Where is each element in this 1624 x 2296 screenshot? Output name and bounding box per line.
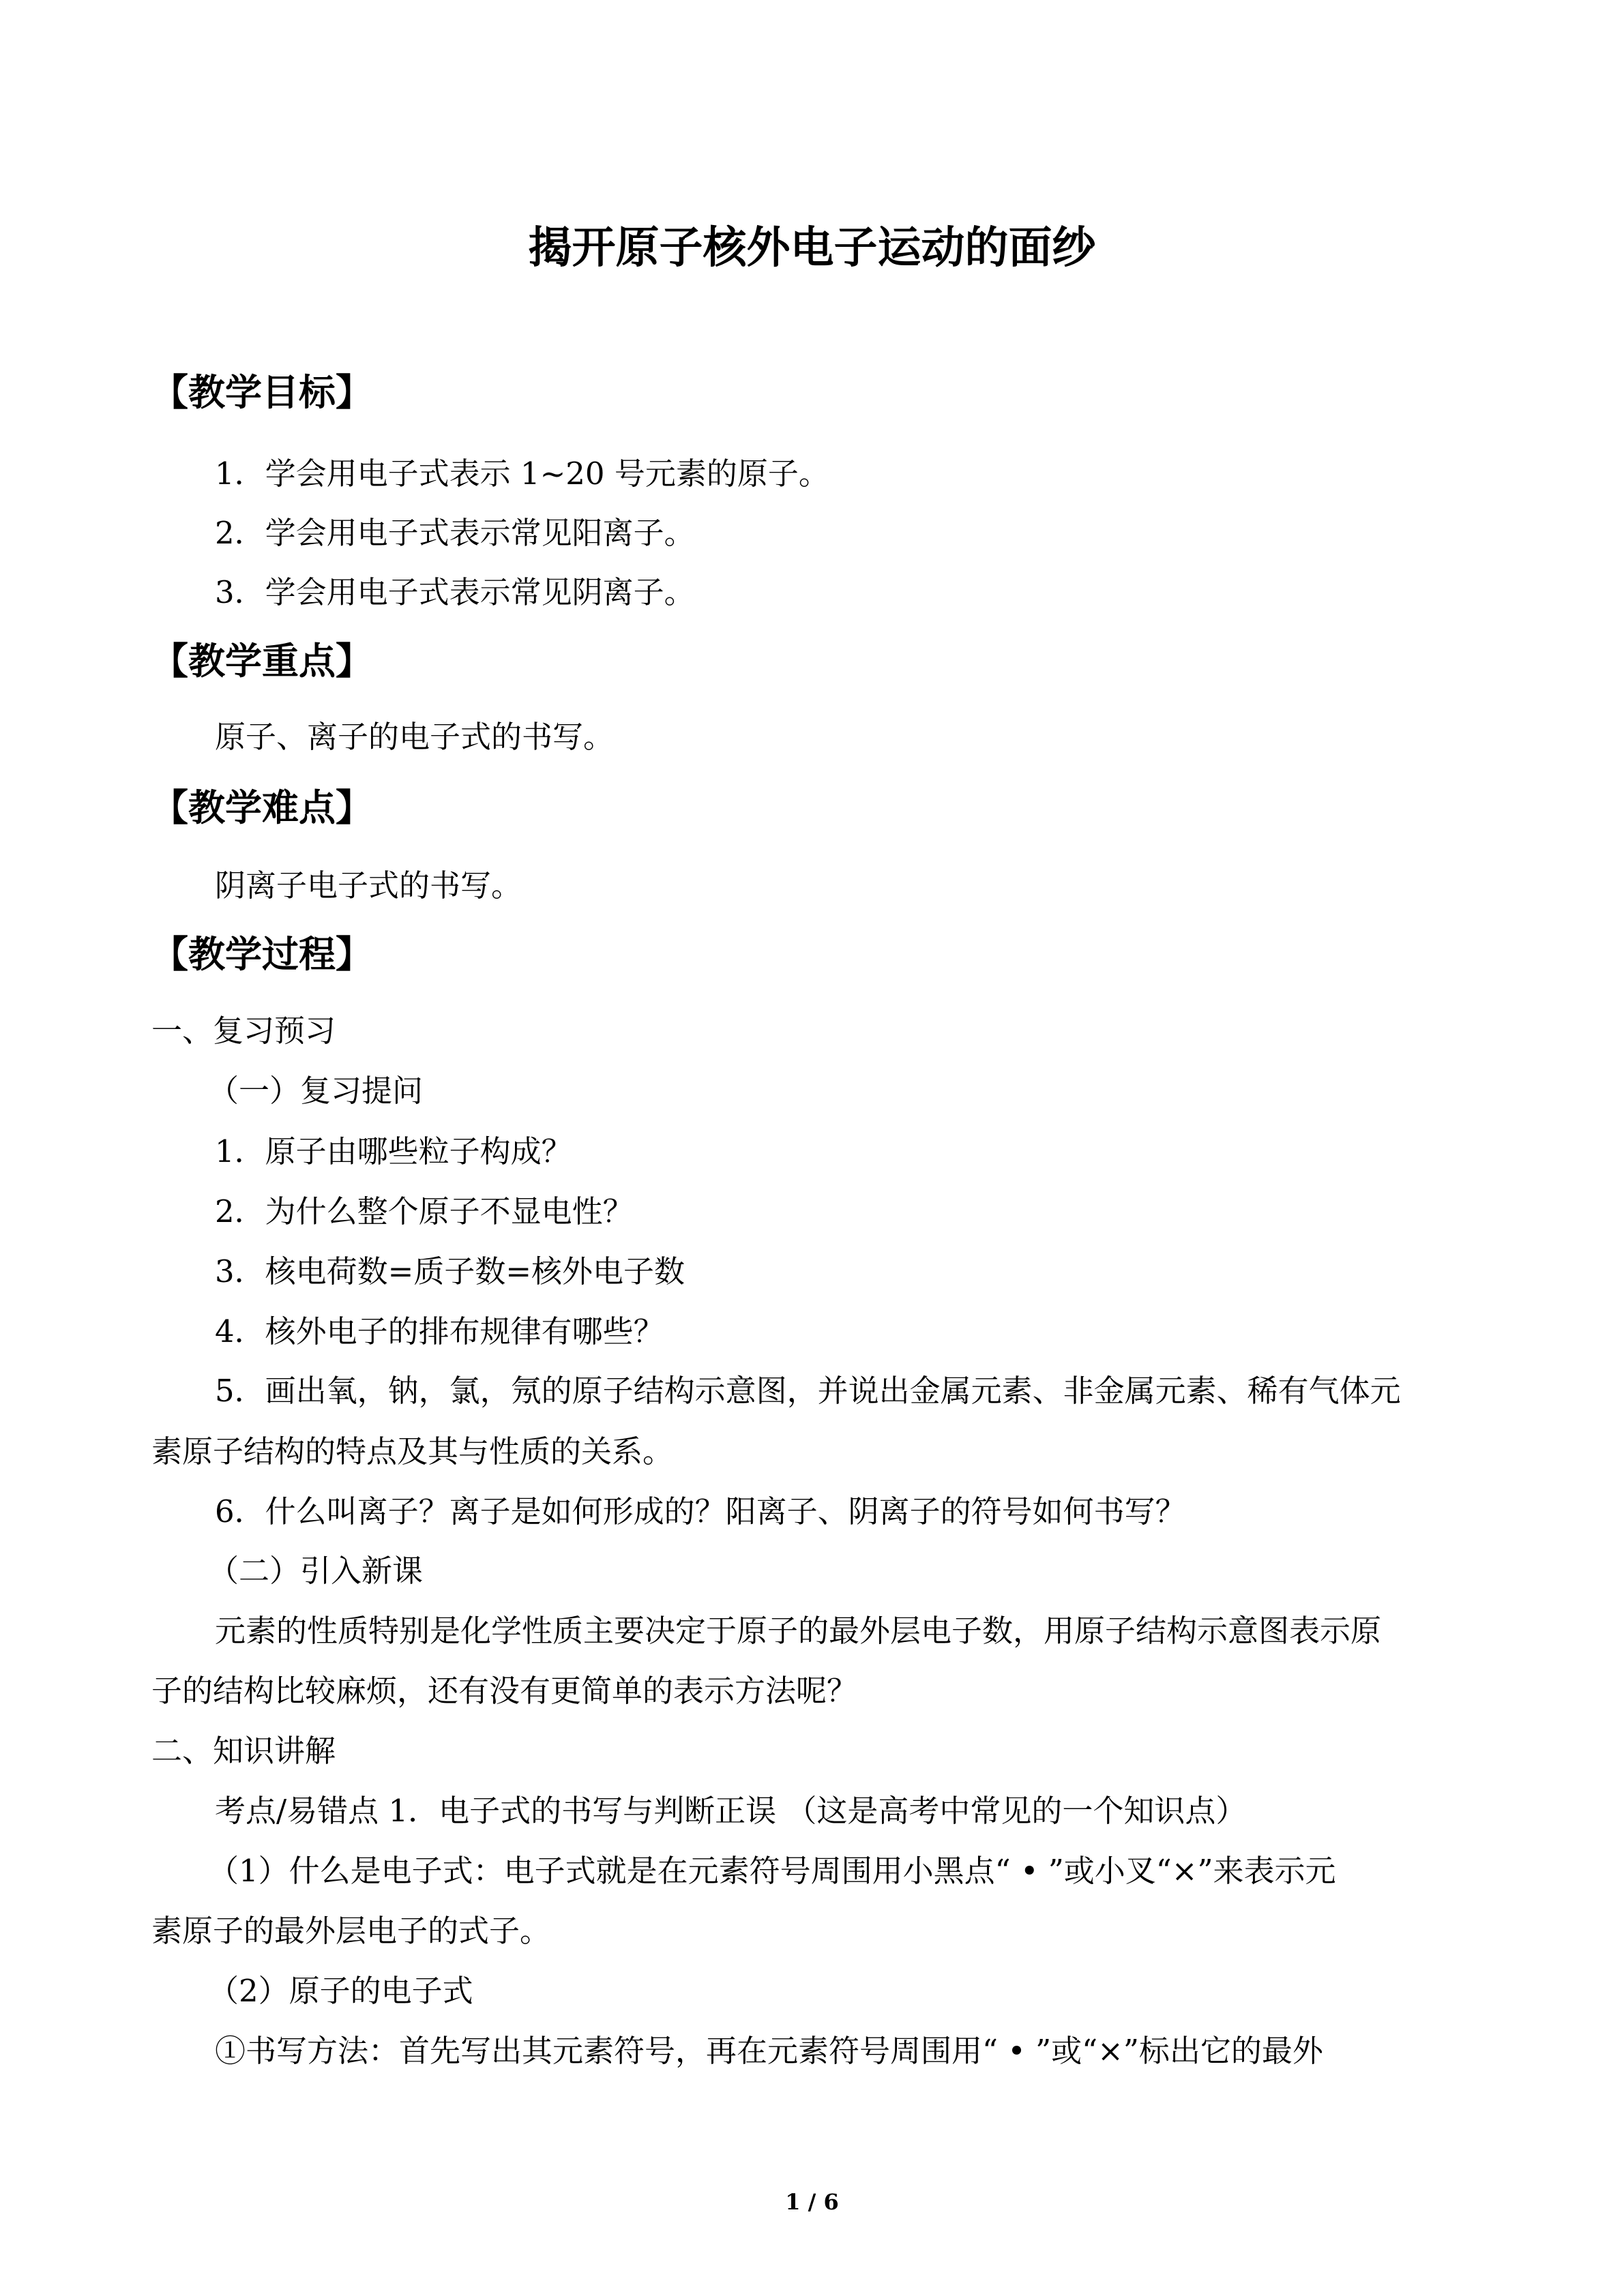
difficulties-text: 阴离子电子式的书写。 — [215, 867, 522, 904]
paragraph: ①书写方法：首先写出其元素符号，再在元素符号周围用“ • ”或“×”标出它的最外 — [215, 2033, 1323, 2069]
key-points-heading: 【教学重点】 — [151, 640, 372, 683]
paragraph-continued: 素原子的最外层电子的式子。 — [151, 1913, 551, 1949]
subsection-title: （二）引入新课 — [208, 1553, 424, 1589]
process-heading: 【教学过程】 — [151, 933, 372, 976]
section-title: 一、复习预习 — [151, 1013, 336, 1049]
objectives-heading: 【教学目标】 — [151, 371, 372, 414]
knowledge-point: 考点/易错点 1．电子式的书写与判断正误 （这是高考中常见的一个知识点） — [215, 1793, 1247, 1829]
question-item: 6．什么叫离子？离子是如何形成的？阳离子、阴离子的符号如何书写？ — [215, 1493, 1186, 1530]
page-number: 1 / 6 — [785, 2189, 839, 2215]
objective-item: 2．学会用电子式表示常见阳离子。 — [215, 515, 695, 551]
question-item: 5．画出氧，钠，氯，氖的原子结构示意图，并说出金属元素、非金属元素、稀有气体元 — [215, 1373, 1401, 1409]
question-item: 2．为什么整个原子不显电性？ — [215, 1193, 634, 1229]
question-item: 4．核外电子的排布规律有哪些？ — [215, 1313, 664, 1350]
section-title: 二、知识讲解 — [151, 1733, 336, 1769]
difficulties-heading: 【教学难点】 — [151, 786, 372, 829]
objective-item: 3．学会用电子式表示常见阴离子。 — [215, 574, 695, 610]
paragraph-continued: 子的结构比较麻烦，还有没有更简单的表示方法呢？ — [151, 1673, 858, 1709]
paragraph: （1）什么是电子式：电子式就是在元素符号周围用小黑点“ • ”或小叉“×”来表示元 — [208, 1853, 1336, 1889]
document-title: 揭开原子核外电子运动的面纱 — [528, 223, 1096, 273]
objective-item: 1．学会用电子式表示 1~20 号元素的原子。 — [215, 456, 829, 492]
key-points-text: 原子、离子的电子式的书写。 — [215, 719, 615, 755]
paragraph: 元素的性质特别是化学性质主要决定于原子的最外层电子数，用原子结构示意图表示原 — [215, 1613, 1382, 1649]
question-item: 3．核电荷数=质子数=核外电子数 — [215, 1253, 685, 1289]
subsection-title: （一）复习提问 — [208, 1073, 424, 1109]
question-item-continued: 素原子结构的特点及其与性质的关系。 — [151, 1433, 674, 1470]
question-item: 1．原子由哪些粒子构成？ — [215, 1133, 572, 1169]
subsection-title: （2）原子的电子式 — [208, 1973, 473, 2009]
